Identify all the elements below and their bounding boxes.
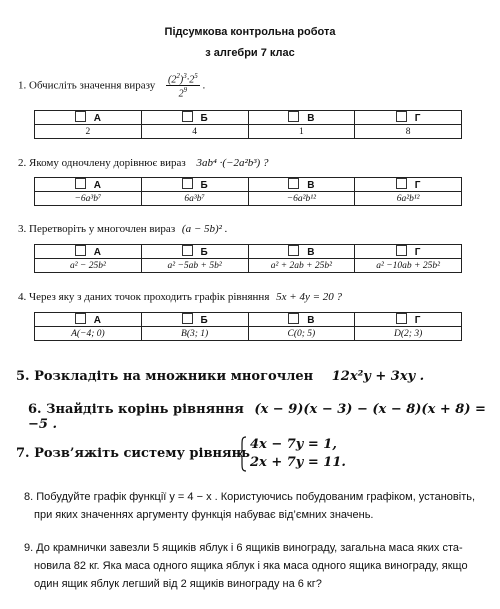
question-6 [28, 402, 500, 432]
question-6-text: 6. Знайдіть корінь рівняння [28, 402, 244, 417]
question-7 [16, 446, 250, 461]
question-2-text: 2. Якому одночлену дорівнює вираз [18, 157, 186, 169]
answer-b: 6a³b⁷ [141, 192, 248, 206]
answer-b: a² −5ab + 5b² [141, 259, 248, 273]
answer-a: 2 [35, 125, 142, 139]
checkbox-icon[interactable] [182, 245, 193, 256]
answer-g: 8 [355, 125, 462, 139]
question-1: 1. Обчисліть значення виразу $\frac{(2^2)^3\cdot 2^5}{2^9}$ . [18, 72, 206, 100]
option-a[interactable]: А [35, 245, 142, 259]
page-title: Підсумкова контрольна робота [164, 26, 336, 38]
option-b[interactable]: Б [141, 111, 248, 125]
question-6-expr: (x − 9)(x − 3) − (x − 8)(x + 8) = −5 . [28, 402, 486, 432]
question-8-line-2: при яких значеннях аргументу функція набуває від’ємних значень. [34, 509, 374, 521]
question-5-text: 5. Розкладіть на множники многочлен [16, 369, 314, 384]
answer-g: 6a²b¹² [355, 192, 462, 206]
question-4-expr: 5x + 4y = 20 ? [276, 291, 343, 303]
system-brace-icon [238, 436, 248, 476]
question-9-line-1: 9. До крамнички завезли 5 ящиків яблук і 6 ящиків винограду, загальна маса яких ста- [24, 542, 463, 554]
answer-g: a² −10ab + 25b² [355, 259, 462, 273]
option-b[interactable]: Б [141, 245, 248, 259]
checkbox-icon[interactable] [182, 178, 193, 189]
checkbox-icon[interactable] [396, 111, 407, 122]
option-v[interactable]: В [248, 245, 355, 259]
answer-v: C(0; 5) [248, 327, 355, 341]
question-1-answers [34, 110, 462, 139]
option-a[interactable]: А [35, 313, 142, 327]
checkbox-icon[interactable] [182, 313, 193, 324]
checkbox-icon[interactable] [75, 313, 86, 324]
question-9-line-2: новила 82 кг. Яка маса одного ящика яблук і яка маса одного ящика винограду, якщо [34, 560, 468, 572]
checkbox-icon[interactable] [288, 111, 299, 122]
question-1-text: 1. Обчисліть значення виразу [18, 79, 156, 92]
checkbox-icon[interactable] [75, 245, 86, 256]
checkbox-icon[interactable] [396, 245, 407, 256]
option-g[interactable]: Г [355, 313, 462, 327]
checkbox-icon[interactable] [288, 313, 299, 324]
question-4-answers [34, 312, 462, 341]
answer-v: a² + 2ab + 25b² [248, 259, 355, 273]
option-a[interactable]: А [35, 111, 142, 125]
answer-a: −6a³b⁷ [35, 192, 142, 206]
option-v[interactable]: В [248, 111, 355, 125]
answer-g: D(2; 3) [355, 327, 462, 341]
question-9 [24, 539, 479, 593]
question-3-expr: (a − 5b)² . [181, 223, 228, 235]
page-subtitle: з алгебри 7 клас [205, 47, 295, 59]
question-3-text: 3. Перетворіть у многочлен вираз [18, 223, 176, 235]
checkbox-icon[interactable] [288, 245, 299, 256]
question-7-text: 7. Розв’яжіть систему рівнянь [16, 446, 250, 461]
checkbox-icon[interactable] [396, 313, 407, 324]
answer-a: a² − 25b² [35, 259, 142, 273]
option-a[interactable]: А [35, 178, 142, 192]
checkbox-icon[interactable] [75, 111, 86, 122]
question-3 [18, 223, 227, 235]
question-3-answers [34, 244, 462, 273]
answer-v: 1 [248, 125, 355, 139]
equation-1: 4x − 7y = 1, [250, 437, 337, 452]
question-4-text: 4. Через яку з даних точок проходить графік рівняння [18, 291, 270, 303]
checkbox-icon[interactable] [75, 178, 86, 189]
question-4 [18, 291, 342, 303]
checkbox-icon[interactable] [396, 178, 407, 189]
option-v[interactable]: В [248, 313, 355, 327]
option-b[interactable]: Б [141, 178, 248, 192]
option-g[interactable]: Г [355, 245, 462, 259]
option-b[interactable]: Б [141, 313, 248, 327]
question-2 [18, 157, 268, 169]
checkbox-icon[interactable] [288, 178, 299, 189]
option-g[interactable]: Г [355, 111, 462, 125]
question-2-expr: 3ab⁴ ·(−2a²b³) ? [196, 157, 269, 169]
system-equations [250, 436, 346, 472]
option-v[interactable]: В [248, 178, 355, 192]
question-5-expr: 12x²y + 3xy . [331, 369, 425, 384]
checkbox-icon[interactable] [182, 111, 193, 122]
answer-b: B(3; 1) [141, 327, 248, 341]
option-g[interactable]: Г [355, 178, 462, 192]
answer-b: 4 [141, 125, 248, 139]
answer-a: A(−4; 0) [35, 327, 142, 341]
question-8 [24, 488, 479, 524]
equation-2: 2x + 7y = 11. [250, 455, 346, 470]
question-2-answers [34, 177, 462, 206]
question-9-line-3: один ящик яблук легший від 2 ящиків винограду на 6 кг? [34, 578, 322, 590]
question-8-line-1: 8. Побудуйте графік функції y = 4 − x . Користуючись побудованим графіком, установіть, [24, 491, 476, 503]
question-5 [16, 369, 424, 384]
answer-v: −6a²b¹² [248, 192, 355, 206]
question-1-fraction: $\frac{(2^2)^3\cdot 2^5}{2^9}$ [168, 72, 198, 100]
